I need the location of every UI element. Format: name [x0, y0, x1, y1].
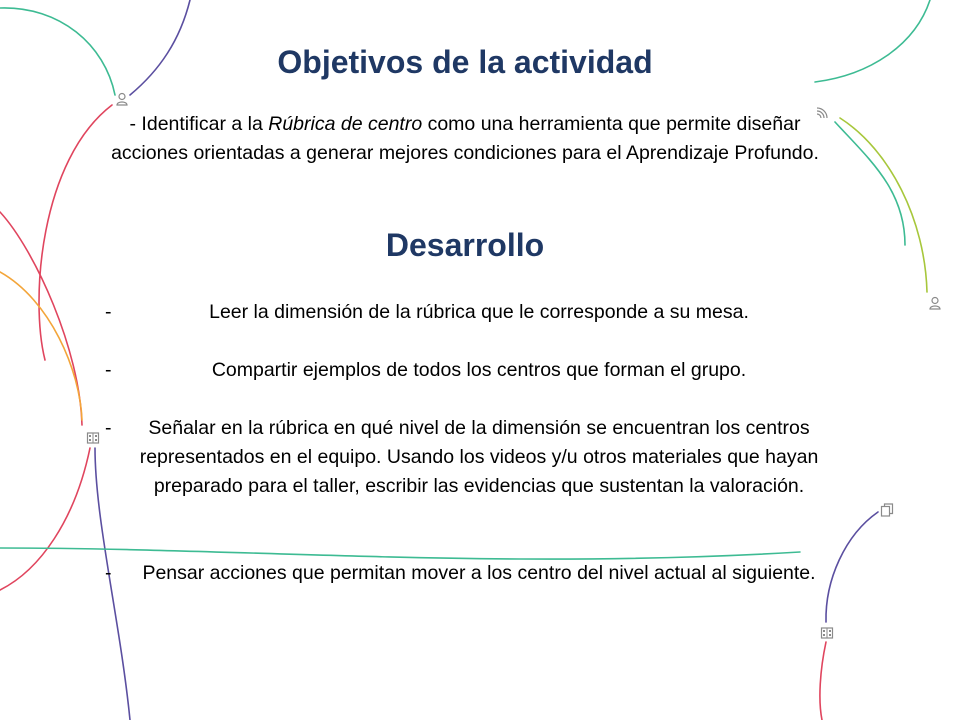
decor-curve-red-bottom-left	[0, 448, 90, 590]
person-icon	[928, 296, 942, 310]
objetivo-suffix: como una herramienta que permite diseñar acciones orientadas a generar mejores condiciones para el Aprendizaje Profundo.	[111, 113, 819, 164]
decor-curve-red-left-lower	[0, 212, 82, 425]
building-icon	[820, 625, 834, 639]
person-icon	[115, 92, 129, 106]
list-item-text: Compartir ejemplos de todos los centros que forman el grupo.	[211, 359, 747, 381]
decor-curve-lime-right	[840, 118, 927, 292]
desarrollo-list-item	[95, 298, 835, 327]
objetivos-title: Objetivos de la actividad	[277, 44, 653, 80]
objetivo-prefix: - Identificar a la	[129, 113, 269, 135]
list-bullet: -	[105, 359, 112, 381]
list-bullet: -	[105, 301, 112, 323]
objetivo-emphasis: Rúbrica de centro	[268, 113, 423, 135]
desarrollo-list-item	[95, 559, 835, 588]
list-bullet: -	[105, 562, 112, 584]
desarrollo-title: Desarrollo	[385, 227, 545, 263]
list-item-text: Señalar en la rúbrica en qué nivel de la dimensión se encuentran los centros representados en el equipo. Usando los videos y/u otros materiales que hayan preparado para el taller, escribir las evidencias que sustentan la valoración.	[139, 417, 819, 497]
objetivo-paragraph	[95, 110, 835, 168]
desarrollo-list-item	[95, 356, 835, 385]
decor-curve-orange-left	[0, 272, 82, 420]
document-icon	[880, 503, 894, 517]
decor-curve-red-bottom-right	[820, 642, 826, 720]
desarrollo-list-item	[95, 414, 835, 501]
decor-curve-green-right	[835, 122, 905, 245]
list-item-text: Pensar acciones que permitan mover a los centro del nivel actual al siguiente.	[142, 562, 816, 584]
list-bullet: -	[105, 417, 112, 439]
decor-curve-green-bottom	[0, 548, 800, 559]
list-item-text: Leer la dimensión de la rúbrica que le corresponde a su mesa.	[209, 301, 749, 323]
